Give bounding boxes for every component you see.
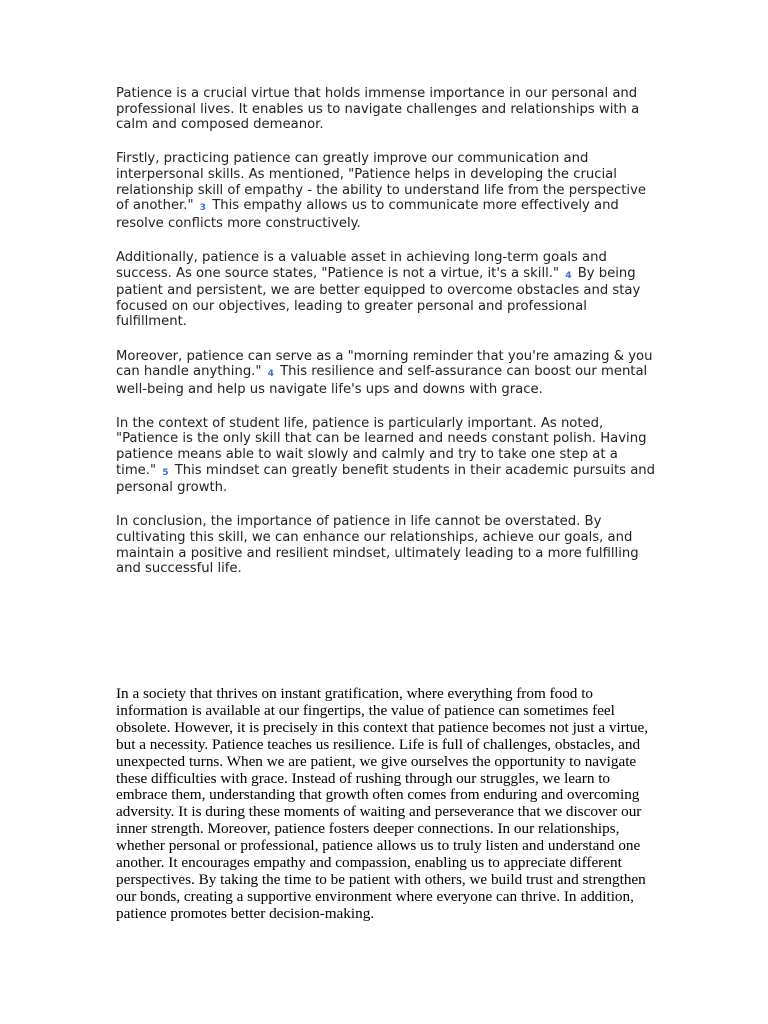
paragraph-text: Moreover, patience can serve as a "morning reminder that you're amazing & you can handle anything." [116,348,653,380]
citation-link[interactable]: 3 [199,203,206,214]
paragraph-text: This empathy allows us to communicate more effectively and resolve conflicts more constructively. [116,198,619,231]
paragraph-text: This resilience and self-assurance can boost our mental well-being and help us navigate life's ups and downs with grace. [116,364,648,397]
paragraph-text: In the context of student life, patience is particularly important. As noted, "Patience is the only skill that can be learned and needs constant polish. Having patience means able to wait slowly and calmly and try to take one step at a time." [116,415,647,478]
essay-section [116,686,656,923]
essay-paragraph: In a society that thrives on instant gratification, where everything from food to information is available at our fingertips, the value of patience can sometimes feel obsolete. However, it is precisely in this context that patience becomes not just a virtue, but a necessity. Patience teaches us resilience. Life is full of challenges, obstacles, and unexpected turns. When we are patient, we give ourselves the opportunity to navigate these difficulties with grace. Instead of rushing through our struggles, we learn to embrace them, understanding that growth often comes from enduring and overcoming adversity. It is during these moments of waiting and perseverance that we discover our inner strength. Moreover, patience fosters deeper connections. In our relationships, whether personal or professional, patience allows us to truly listen and understand one another. It encourages empathy and compassion, enabling us to appreciate different perspectives. By taking the time to be patient with others, we build trust and strengthen our bonds, creating a supportive environment where everyone can thrive. In addition, patience promotes better decision-making. [116,685,649,922]
paragraph-goals [116,250,656,330]
paragraph-text: Firstly, practicing patience can greatly improve our communication and interpersonal skills. As mentioned, "Patience helps in developing the crucial relationship skill of empathy - the ability to understand life from the perspective of another." [116,151,646,214]
paragraph-text: By being patient and persistent, we are better equipped to overcome obstacles and stay focused on our objectives, leading to greater personal and professional fulfillment. [116,265,641,330]
paragraph-conclusion [116,514,656,576]
paragraph-text: This mindset can greatly benefit students in their academic pursuits and personal growth. [116,462,656,496]
paragraph-student-life [116,416,656,496]
paragraph-intro [116,86,656,133]
citation-link[interactable]: 4 [267,369,274,380]
ai-answer-section [116,86,656,595]
paragraph-text: In conclusion, the importance of patience in life cannot be overstated. By cultivating this skill, we can enhance our relationships, achieve our goals, and maintain a positive and resilient mindset, ultimately leading to a more fulfilling and successful life. [116,514,639,577]
paragraph-text: Patience is a crucial virtue that holds immense importance in our personal and professional lives. It enables us to navigate challenges and relationships with a calm and composed demeanor. [116,86,640,133]
citation-link[interactable]: 4 [565,270,572,281]
citation-link[interactable]: 5 [162,467,169,478]
paragraph-communication [116,151,656,231]
paragraph-text: Additionally, patience is a valuable asset in achieving long-term goals and success. As one source states, "Patience is not a virtue, it's a skill." [116,249,607,281]
paragraph-reminder [116,349,656,398]
